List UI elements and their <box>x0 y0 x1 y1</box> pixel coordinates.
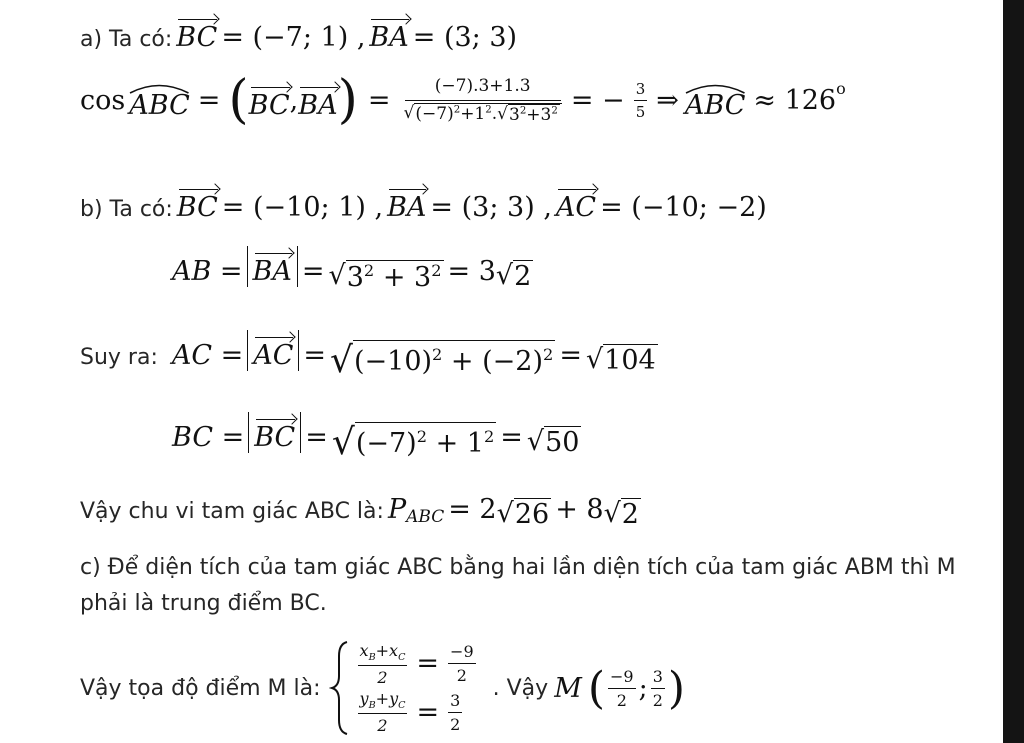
ab-result: = 3 <box>447 256 496 287</box>
ab-eq: = <box>301 256 325 287</box>
midpoint-row <box>80 640 685 736</box>
angle-abc: ABC <box>129 80 190 121</box>
system-eq-2: $\frac{y_B+y_C}{2}$ = $\frac{3}{2}$ <box>359 689 461 736</box>
part-c-line1: c) Để diện tích của tam giác ABC bằng hai lần diện tích của tam giác ABM thì M <box>80 555 956 580</box>
suy-ra-label: Suy ra: <box>80 345 158 370</box>
abs-ba: BA <box>247 246 298 287</box>
part-c-line2: phải là trung điểm BC. <box>80 591 327 616</box>
bc-length-row <box>172 412 581 463</box>
cos-numerator: (−7).3+1.3 <box>405 76 561 101</box>
point-m: M <box>554 672 582 704</box>
degree: o <box>836 78 846 98</box>
vector-bc-b: BC <box>177 192 218 223</box>
ab-sqrt: √ $3^2 + 3^2$ <box>328 259 442 293</box>
perimeter-plus: + 8 <box>555 494 604 525</box>
equation-system <box>355 641 479 735</box>
cos-fraction <box>404 76 562 125</box>
bc-lhs: BC = <box>172 422 245 453</box>
three-fifths: $\frac{3}{5}$ <box>635 79 646 121</box>
bc-eq: = <box>305 422 328 453</box>
equals-2: = <box>367 84 391 116</box>
m-y: $\frac{3}{2}$ <box>652 666 663 710</box>
abs-bc: BC <box>248 412 301 453</box>
implies: ⇒ <box>656 84 679 116</box>
ac-length-row <box>80 330 658 381</box>
perimeter-eq: = 2 <box>448 494 497 525</box>
ac-lhs: AC = <box>171 340 244 371</box>
sqrt-2: √ 2 <box>603 498 639 531</box>
then-text: . Vậy <box>492 675 549 701</box>
paren-close: ) <box>337 70 358 130</box>
m-paren-close: ) <box>667 662 686 714</box>
perimeter-symbol: P <box>387 494 407 525</box>
part-b-label: b) Ta có: <box>80 197 173 222</box>
ab-result-sqrt: √ 2 <box>495 260 532 293</box>
vector-ac-b: AC <box>556 192 596 223</box>
perimeter-text: Vậy chu vi tam giác ABC là: <box>80 499 384 524</box>
comma: , <box>289 84 299 116</box>
approx-value: ≈ 126 <box>753 84 837 116</box>
part-a-line1 <box>80 12 517 53</box>
ac-value-b: = (−10; −2) <box>600 192 767 223</box>
perimeter-row <box>80 494 641 530</box>
ac-result-eq: = <box>559 340 582 371</box>
vector-ba-b: BA <box>387 192 426 223</box>
bc-value: = (−7; 1) , <box>221 22 366 53</box>
system-eq-1: $\frac{x_B+x_C}{2}$ = $\frac{-9}{2}$ <box>359 640 474 687</box>
cos-denominator: √ $(-7)^2+1^2$. √ $3^2+3^2$ <box>404 101 562 125</box>
ab-length-row <box>172 246 533 293</box>
right-edge <box>1003 0 1024 743</box>
m-sep: ; <box>638 672 648 704</box>
ac-sqrt: √ $(-10)^2 + (-2)^2$ <box>330 339 554 381</box>
vector-ba: BA <box>369 22 408 53</box>
bc-sqrt: √ $(-7)^2 + 1^2$ <box>331 421 495 463</box>
midpoint-label: Vậy tọa độ điểm M là: <box>80 675 321 701</box>
abs-ac: AC <box>247 330 299 371</box>
sqrt-26: √ 26 <box>496 498 550 531</box>
perimeter-sub: ABC <box>406 507 445 528</box>
part-a-cos-formula <box>80 70 846 130</box>
part-a-label: a) Ta có: <box>80 27 173 52</box>
part-b-line1 <box>80 182 767 223</box>
bc-value-b: = (−10; 1) , <box>221 192 384 223</box>
equals: = <box>197 84 221 116</box>
ab-lhs: AB = <box>172 256 243 287</box>
vector-ba-2: BA <box>298 80 337 121</box>
paren-open: ( <box>228 70 249 130</box>
ac-result-sqrt: √ 104 <box>585 344 656 377</box>
equals-minus: = − <box>570 84 625 116</box>
left-brace-icon <box>329 640 351 736</box>
angle-abc-2: ABC <box>685 80 746 121</box>
bc-result-sqrt: √ 50 <box>526 426 580 459</box>
vector-bc-2: BC <box>249 80 290 121</box>
ba-value: = (3; 3) <box>412 22 518 53</box>
ac-eq: = <box>303 340 327 371</box>
m-paren-open: ( <box>587 662 606 714</box>
vector-bc: BC <box>176 22 217 53</box>
m-x: $\frac{-9}{2}$ <box>610 666 634 710</box>
bc-result-eq: = <box>500 422 523 453</box>
ba-value-b: = (3; 3) , <box>430 192 552 223</box>
cos-label: cos <box>80 84 126 116</box>
